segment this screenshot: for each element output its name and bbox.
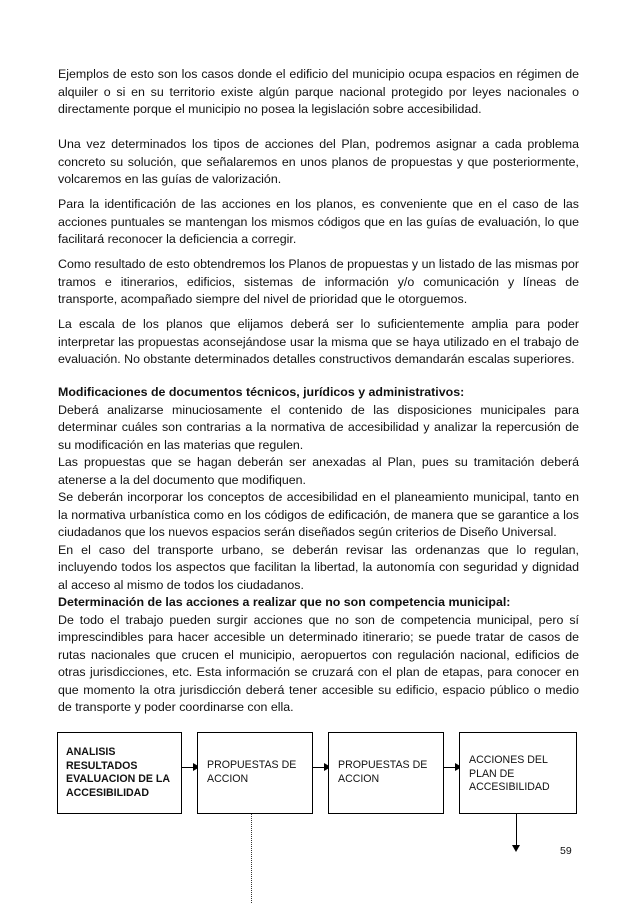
flow-box-analisis xyxy=(57,732,182,814)
flow-box-label: PROPUESTAS DE ACCION xyxy=(338,759,428,785)
section-heading-competencia: Determinación de las acciones a realizar que no son competencia municipal: xyxy=(58,595,511,609)
flow-box-acciones xyxy=(459,732,577,814)
paragraph-5: La escala de los planos que elijamos deberá ser lo suficientemente amplia para poder interpretar las propuestas aconsejándose usar la misma que se haya utilizado en el trabajo de evaluación. No obstante determinados detalles constructivos demandarán escalas superiores. xyxy=(58,317,579,366)
section-line: En el caso del transporte urbano, se deberán revisar las ordenanzas que lo regulan, incluyendo todos los aspectos que facilitan la libertad, la autonomía con seguridad y dignidad al acceso al mismo de todos los ciudadanos. xyxy=(58,542,579,592)
section-line: Deberá analizarse minuciosamente el contenido de las disposiciones municipales para determinar cuáles son contrarias a la normativa de accesibilidad y analizar la repercusión de su modificación en las materias que regulen. xyxy=(58,402,579,452)
paragraph-2: Una vez determinados los tipos de acciones del Plan, podremos asignar a cada problema concreto su solución, que señalaremos en unos planos de propuestas y que posteriormente, volcaremos en las guías de valorización. xyxy=(58,137,579,186)
flow-arrow-line xyxy=(516,814,517,845)
section-line: Las propuestas que se hagan deberán ser anexadas al Plan, pues su tramitación deberá atenerse a la del documento que modifiquen. xyxy=(58,455,579,487)
section-heading-modificaciones: Modificaciones de documentos técnicos, jurídicos y administrativos: xyxy=(58,385,465,399)
paragraph-1: Ejemplos de esto son los casos donde el edificio del municipio ocupa espacios en régimen de alquiler o si en su territorio existe algún parque nacional protegido por leyes nacionales o directamente porque el municipio no posea la legislación sobre accesibilidad. xyxy=(58,67,579,116)
section-line: Se deberán incorporar los conceptos de accesibilidad en el planeamiento municipal, tanto en la normativa urbanística como en los códigos de edificación, de manera que se garantice a los ciudadanos que los nuevos espacios serán diseñados según criterios de Diseño Universal. xyxy=(58,490,579,539)
paragraph-4: Como resultado de esto obtendremos los Planos de propuestas y un listado de las mismas por tramos e itinerarios, edificios, sistemas de información y/o comunicación y líneas de transporte, acompañado siempre del nivel de prioridad que le otorguemos. xyxy=(58,257,579,306)
flow-box-propuestas-2 xyxy=(328,732,444,814)
paragraph-3: Para la identificación de las acciones en los planos, es conveniente que en el caso de las acciones puntuales se mantengan los mismos códigos que en las guías de evaluación, lo que facilitará reconocer la deficiencia a corregir. xyxy=(58,197,579,246)
section-competencia xyxy=(58,594,579,717)
section-modificaciones xyxy=(58,384,579,594)
dotted-connector xyxy=(251,814,252,903)
flow-box-label: ANALISIS RESULTADOS EVALUACION DE LA ACCESIBILIDAD xyxy=(66,746,170,799)
flow-arrow-down-icon xyxy=(512,845,520,852)
flow-box-propuestas-1 xyxy=(197,732,313,814)
page-number: 59 xyxy=(560,845,572,857)
flow-box-label: ACCIONES DEL PLAN DE ACCESIBILIDAD xyxy=(469,754,550,793)
flow-box-label: PROPUESTAS DE ACCION xyxy=(207,759,297,785)
section-body: De todo el trabajo pueden surgir acciones que no son de competencia municipal, pero sí imprescindibles para hacer accesible un determinado itinerario; se puede tratar de casos de rutas nacionales que crucen el municipio, aeropuertos con regulación nacional, edificios de otras jurisdicciones, etc. Esta información se cruzará con el plan de etapas, para conocer en que momento la otra jurisdicción deberá tener accesible su edificio, espacio público o medio de transporte y poder coordinarse con ella. xyxy=(58,612,579,714)
